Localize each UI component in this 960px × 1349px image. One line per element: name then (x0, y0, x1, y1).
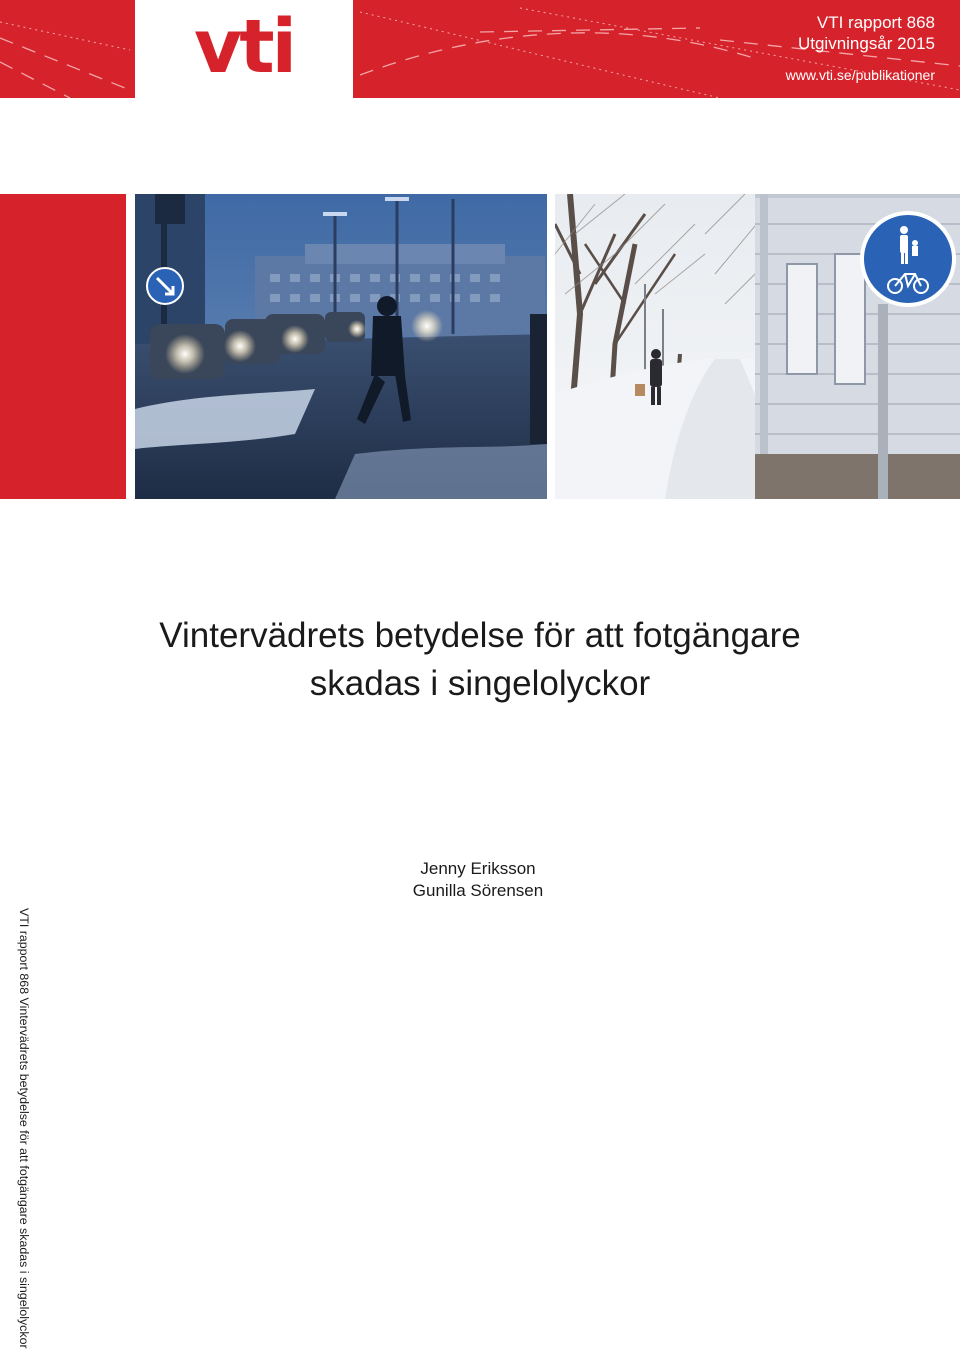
keep-right-sign-icon (147, 268, 183, 304)
author-name: Jenny Eriksson (420, 859, 536, 878)
report-title-line-1: Vintervädrets betydelse för att fotgängare (159, 616, 801, 655)
report-title (0, 612, 960, 708)
report-info (786, 12, 935, 85)
spine-report-number: VTI rapport 868 (17, 908, 31, 995)
publication-year: Utgivningsår 2015 (797, 34, 935, 53)
report-number: VTI rapport 868 (816, 13, 935, 32)
photo-winter-street (135, 194, 547, 499)
vti-logo: vti (194, 4, 294, 90)
spine-title: Vintervädrets betydelse för att fotgängare skadas i singelolyckor (17, 997, 31, 1349)
spine-text (17, 908, 31, 1349)
pedestrian-and-bicycle-sign-icon (862, 213, 954, 305)
photo-snowy-path (555, 194, 960, 499)
header-band (0, 0, 960, 98)
report-title-line-2: skadas i singelolyckor (309, 664, 651, 703)
logo-box (135, 0, 353, 98)
red-side-bar (0, 194, 126, 499)
publications-link[interactable]: www.vti.se/publikationer (785, 67, 935, 83)
author-name: Gunilla Sörensen (412, 881, 544, 900)
authors (0, 858, 956, 902)
